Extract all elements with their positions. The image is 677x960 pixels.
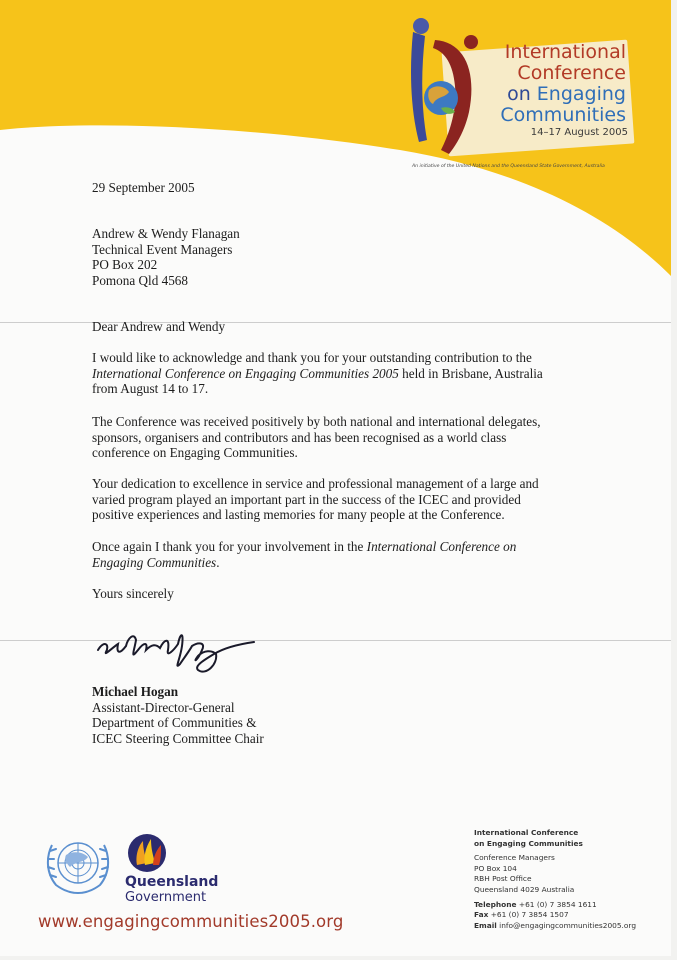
contact-line: Queensland 4029 Australia [474,884,575,894]
email-line [474,921,636,932]
signer-name: Michael Hogan [92,684,179,699]
contact-line: RBH Post Office [474,874,532,884]
website-url: www.engagingcommunities2005.org [38,912,344,931]
signer-title-line: ICEC Steering Committee Chair [92,730,264,746]
logo-title [500,42,626,126]
paragraph-text: held in Brisbane, Australia from August 14 to 17. [92,365,543,396]
email-address: info@engagingcommunities2005.org [499,920,637,930]
telephone-label: Telephone [474,899,517,909]
letter-paragraph [92,539,562,570]
conference-tagline: An initiative of the United Nations and the Queensland State Government, Australia [412,164,605,169]
conference-name: International Conference on Engaging Communities [92,539,517,570]
letter-paragraph: The Conference was received positively by both national and international delegates, sponsors, organisers and contributors and has been recognised as a world class conference on Engaging Communities. [92,414,541,460]
conference-logo [405,12,640,162]
conference-dates: 14–17 August 2005 [530,127,628,138]
logo-title-on: on [507,83,531,105]
email-label: Email [474,920,497,930]
fax-line [474,910,636,921]
qld-line2: Government [125,890,207,905]
fax-number: +61 (0) 7 3854 1507 [490,910,569,920]
signature-icon [94,620,264,680]
telephone-number: +61 (0) 7 3854 1611 [518,899,597,909]
queensland-government-icon [125,833,175,875]
logo-title-line: Conference [517,62,626,84]
paragraph-text: . [216,554,220,570]
paragraph-text: I would like to acknowledge and thank you for your outstanding contribution to the [92,350,532,365]
un-emblem-icon [36,833,120,897]
contact-line: Conference Managers [474,853,555,863]
recipient-line: Technical Event Managers [92,241,233,257]
logo-title-line: International [504,41,626,63]
qld-line1: Queensland [125,874,219,890]
paragraph-text: Once again I thank you for your involvement in the [92,539,367,554]
letter-paragraph: Your dedication to excellence in service and professional management of a large and varied program played an important part in the success of the ICEC and provided positive experiences and lasting memories for many people at the Conference. [92,476,539,522]
logo-title-line [500,84,626,105]
recipient-line: Andrew & Wendy Flanagan [92,226,240,241]
queensland-government-wordmark [125,874,218,906]
letter-paragraph [92,350,562,397]
salutation: Dear Andrew and Wendy [92,319,226,334]
recipient-address [92,226,240,288]
signer-title-line: Assistant-Director-General [92,699,235,715]
contact-title: on Engaging Communities [474,838,583,848]
contact-block [474,828,636,931]
recipient-line: Pomona Qld 4568 [92,272,188,288]
logo-title-line: Communities [500,104,626,126]
fax-label: Fax [474,910,489,920]
recipient-line: PO Box 202 [92,257,158,272]
globe-people-icon [405,12,485,162]
letter-date: 29 September 2005 [92,180,195,195]
telephone-line [474,900,636,911]
signer-title-line: Department of Communities & [92,715,257,730]
contact-title: International Conference [474,828,579,837]
signer-block [92,684,264,746]
contact-line: PO Box 104 [474,863,517,873]
logo-title-engaging: Engaging [536,83,626,105]
closing: Yours sincerely [92,586,174,601]
conference-name: International Conference on Engaging Communities 2005 [92,365,399,381]
